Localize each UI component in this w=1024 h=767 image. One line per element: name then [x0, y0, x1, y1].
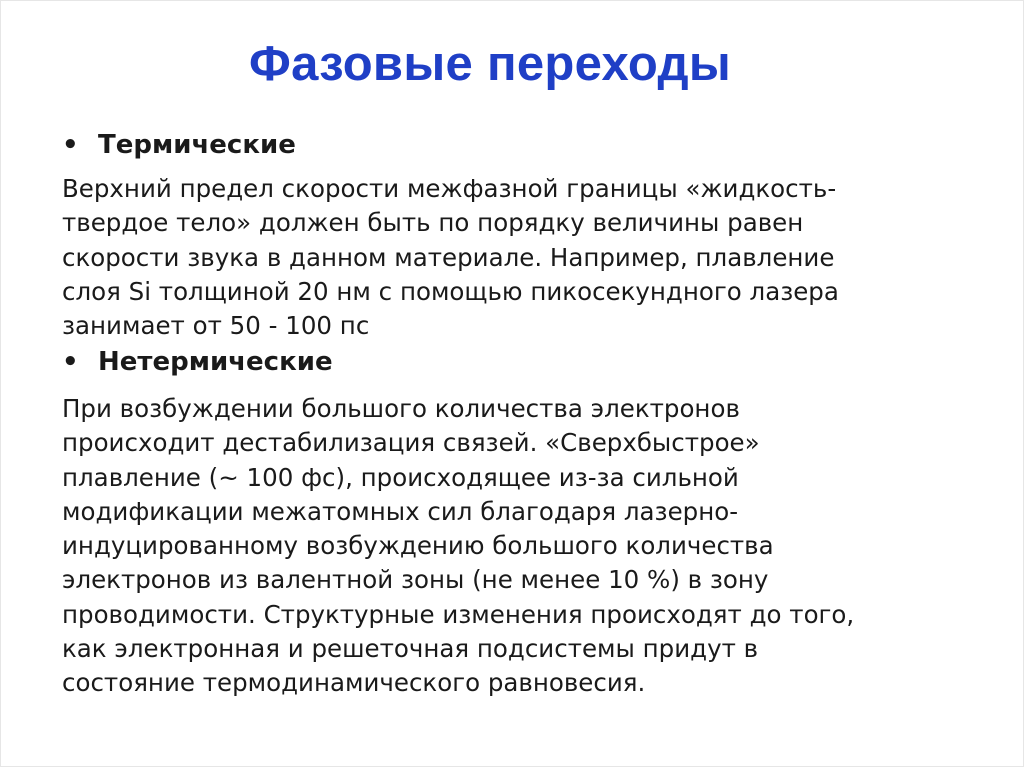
paragraph-line: как электронная и решеточная подсистемы придут в	[62, 634, 759, 664]
paragraph-line: проводимости. Структурные изменения происходят до того,	[62, 599, 855, 629]
paragraph-line: занимает от 50 - 100 пс	[62, 311, 370, 341]
section-heading-thermal	[62, 130, 296, 160]
section-heading-label: Термические	[98, 130, 296, 160]
paragraph-line: происходит дестабилизация связей. «Сверхбыстрое»	[62, 428, 760, 458]
section-heading-label: Нетермические	[98, 347, 333, 377]
paragraph-thermal	[62, 172, 839, 343]
section-heading-nonthermal	[62, 347, 333, 377]
paragraph-line: скорости звука в данном материале. Например, плавление	[62, 242, 835, 272]
paragraph-line: твердое тело» должен быть по порядку величины равен	[62, 208, 804, 238]
paragraph-line: Верхний предел скорости межфазной границы «жидкость-	[62, 174, 837, 203]
paragraph-nonthermal	[62, 392, 854, 701]
paragraph-line: При возбуждении большого количества электронов	[62, 394, 740, 423]
paragraph-line: слоя Si толщиной 20 нм с помощью пикосекундного лазера	[62, 276, 839, 306]
paragraph-line: электронов из валентной зоны (не менее 10 %) в зону	[62, 565, 769, 595]
paragraph-line: состояние термодинамического равновесия.	[62, 668, 646, 698]
bullet-icon: •	[62, 130, 79, 160]
slide-title: Фазовые переходы	[248, 37, 732, 91]
paragraph-line: модификации межатомных сил благодаря лазерно-	[62, 496, 739, 526]
paragraph-line: индуцированному возбуждению большого количества	[62, 531, 774, 561]
bullet-icon: •	[62, 347, 79, 377]
paragraph-line: плавление (~ 100 фс), происходящее из-за сильной	[62, 462, 739, 492]
